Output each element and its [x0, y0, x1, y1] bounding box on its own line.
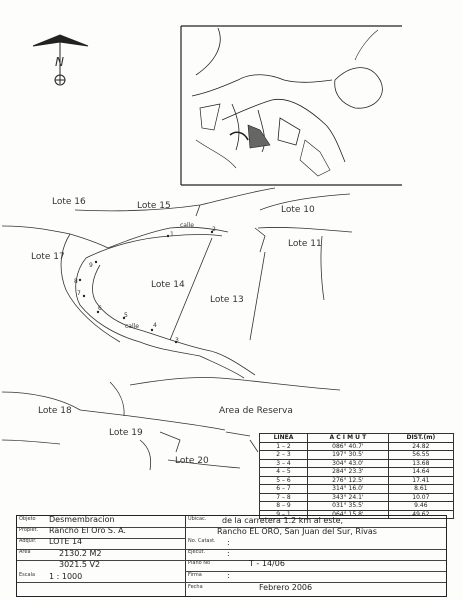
lot-10-label: Lote 10: [281, 205, 315, 215]
ubicac-key: Ubicac.: [188, 516, 207, 522]
ejecut-value: :: [227, 549, 230, 558]
plano-value: T - 14/06: [249, 559, 285, 568]
objeto-key: Objeto: [19, 516, 36, 522]
column-header-line: LINEA: [260, 434, 308, 443]
table-row: [260, 502, 454, 511]
line-cell: 3 – 4: [260, 459, 308, 468]
propietario-key: Propiet.: [19, 527, 39, 533]
azimuth-cell: 031° 35.5': [308, 502, 389, 511]
azimuth-cell: 064° 15.8': [308, 510, 389, 519]
firma-value: :: [227, 571, 230, 580]
reserve-area-label: Area de Reserva: [219, 406, 293, 416]
line-cell: 9 – 1: [260, 510, 308, 519]
vertex-label: 4: [153, 322, 157, 329]
distance-cell: 9.46: [388, 502, 453, 511]
ubicac-value: de la carretera 1.2 km al este,: [222, 516, 344, 525]
distance-cell: 17.41: [388, 476, 453, 485]
vertex-label: 3: [175, 337, 179, 344]
firma-key: Firma: [188, 572, 202, 578]
table-row: [260, 451, 454, 460]
bearing-distance-table: [259, 433, 454, 519]
vertex-label: 5: [124, 312, 128, 319]
objeto-value: Desmembracion: [49, 515, 115, 524]
catastro-key: No. Catast.: [188, 538, 216, 544]
vertex-label: 1: [170, 231, 174, 238]
north-letter: N: [55, 55, 64, 69]
table-row: [260, 493, 454, 502]
propietario-value: Rancho El Oro S. A.: [49, 526, 126, 535]
lot-boundaries: [2, 188, 352, 470]
column-header-azimuth: A C I M U T: [308, 434, 389, 443]
line-cell: 4 – 5: [260, 468, 308, 477]
catastro-value: :: [227, 538, 230, 547]
lugar-value: Rancho EL ORO, San Juan del Sur, Rivas: [217, 527, 377, 536]
lot-17-label: Lote 17: [31, 252, 65, 262]
fecha-key: Fecha: [188, 584, 203, 590]
distance-cell: 13.68: [388, 459, 453, 468]
lot-16-label: Lote 16: [52, 197, 86, 207]
escala-value: 1 : 1000: [49, 572, 83, 581]
vertex-label: 9: [89, 262, 93, 269]
line-cell: 6 – 7: [260, 485, 308, 494]
title-block: [16, 515, 447, 597]
lot-20-label: Lote 20: [175, 456, 209, 466]
table-row: [260, 442, 454, 451]
table-row: [260, 468, 454, 477]
line-cell: 2 – 3: [260, 451, 308, 460]
lot-11-label: Lote 11: [288, 239, 322, 249]
distance-cell: 10.07: [388, 493, 453, 502]
area-v2-value: 3021.5 V2: [59, 560, 101, 569]
survey-vertices: [79, 231, 213, 343]
table-body: [260, 442, 454, 519]
line-cell: 5 – 6: [260, 476, 308, 485]
lot-13-label: Lote 13: [210, 295, 244, 305]
street-label-top: calle: [180, 222, 195, 229]
ejecut-key: Ejecut.: [188, 549, 206, 555]
distance-cell: 14.64: [388, 468, 453, 477]
distance-cell: 8.61: [388, 485, 453, 494]
lot-14-label: Lote 14: [151, 280, 185, 290]
table-row: [260, 459, 454, 468]
azimuth-cell: 314° 16.0': [308, 485, 389, 494]
azimuth-cell: 343° 24.1': [308, 493, 389, 502]
table-row: [260, 476, 454, 485]
adquir-key: Adquir.: [19, 538, 37, 544]
azimuth-cell: 284° 23.3': [308, 468, 389, 477]
azimuth-cell: 304° 43.0': [308, 459, 389, 468]
line-cell: 8 – 9: [260, 502, 308, 511]
azimuth-cell: 197° 30.5': [308, 451, 389, 460]
area-m2-value: 2130.2 M2: [59, 549, 102, 558]
location-sketch: [181, 26, 402, 185]
line-cell: 7 – 8: [260, 493, 308, 502]
distance-cell: 56.55: [388, 451, 453, 460]
area-key: Area: [19, 549, 31, 555]
lot-15-label: Lote 15: [137, 201, 171, 211]
azimuth-cell: 086° 40.7': [308, 442, 389, 451]
lot-19-label: Lote 19: [109, 428, 143, 438]
vertex-label: 8: [74, 278, 78, 285]
adquir-value: LOTE 14: [49, 537, 83, 546]
street-label-mid: calle: [125, 323, 140, 330]
escala-key: Escala: [19, 572, 36, 578]
vertex-label: 7: [77, 290, 81, 297]
vertex-label: 6: [98, 305, 102, 312]
line-cell: 1 – 2: [260, 442, 308, 451]
distance-cell: 49.62: [388, 510, 453, 519]
azimuth-cell: 276° 12.5': [308, 476, 389, 485]
distance-cell: 24.82: [388, 442, 453, 451]
fecha-value: Febrero 2006: [259, 583, 313, 592]
table-row: [260, 485, 454, 494]
plano-key: Plano No: [188, 560, 211, 566]
table-header-row: [260, 434, 454, 443]
lot-18-label: Lote 18: [38, 406, 72, 416]
column-header-distance: DIST.(m): [388, 434, 453, 443]
vertex-label: 2: [212, 226, 216, 233]
